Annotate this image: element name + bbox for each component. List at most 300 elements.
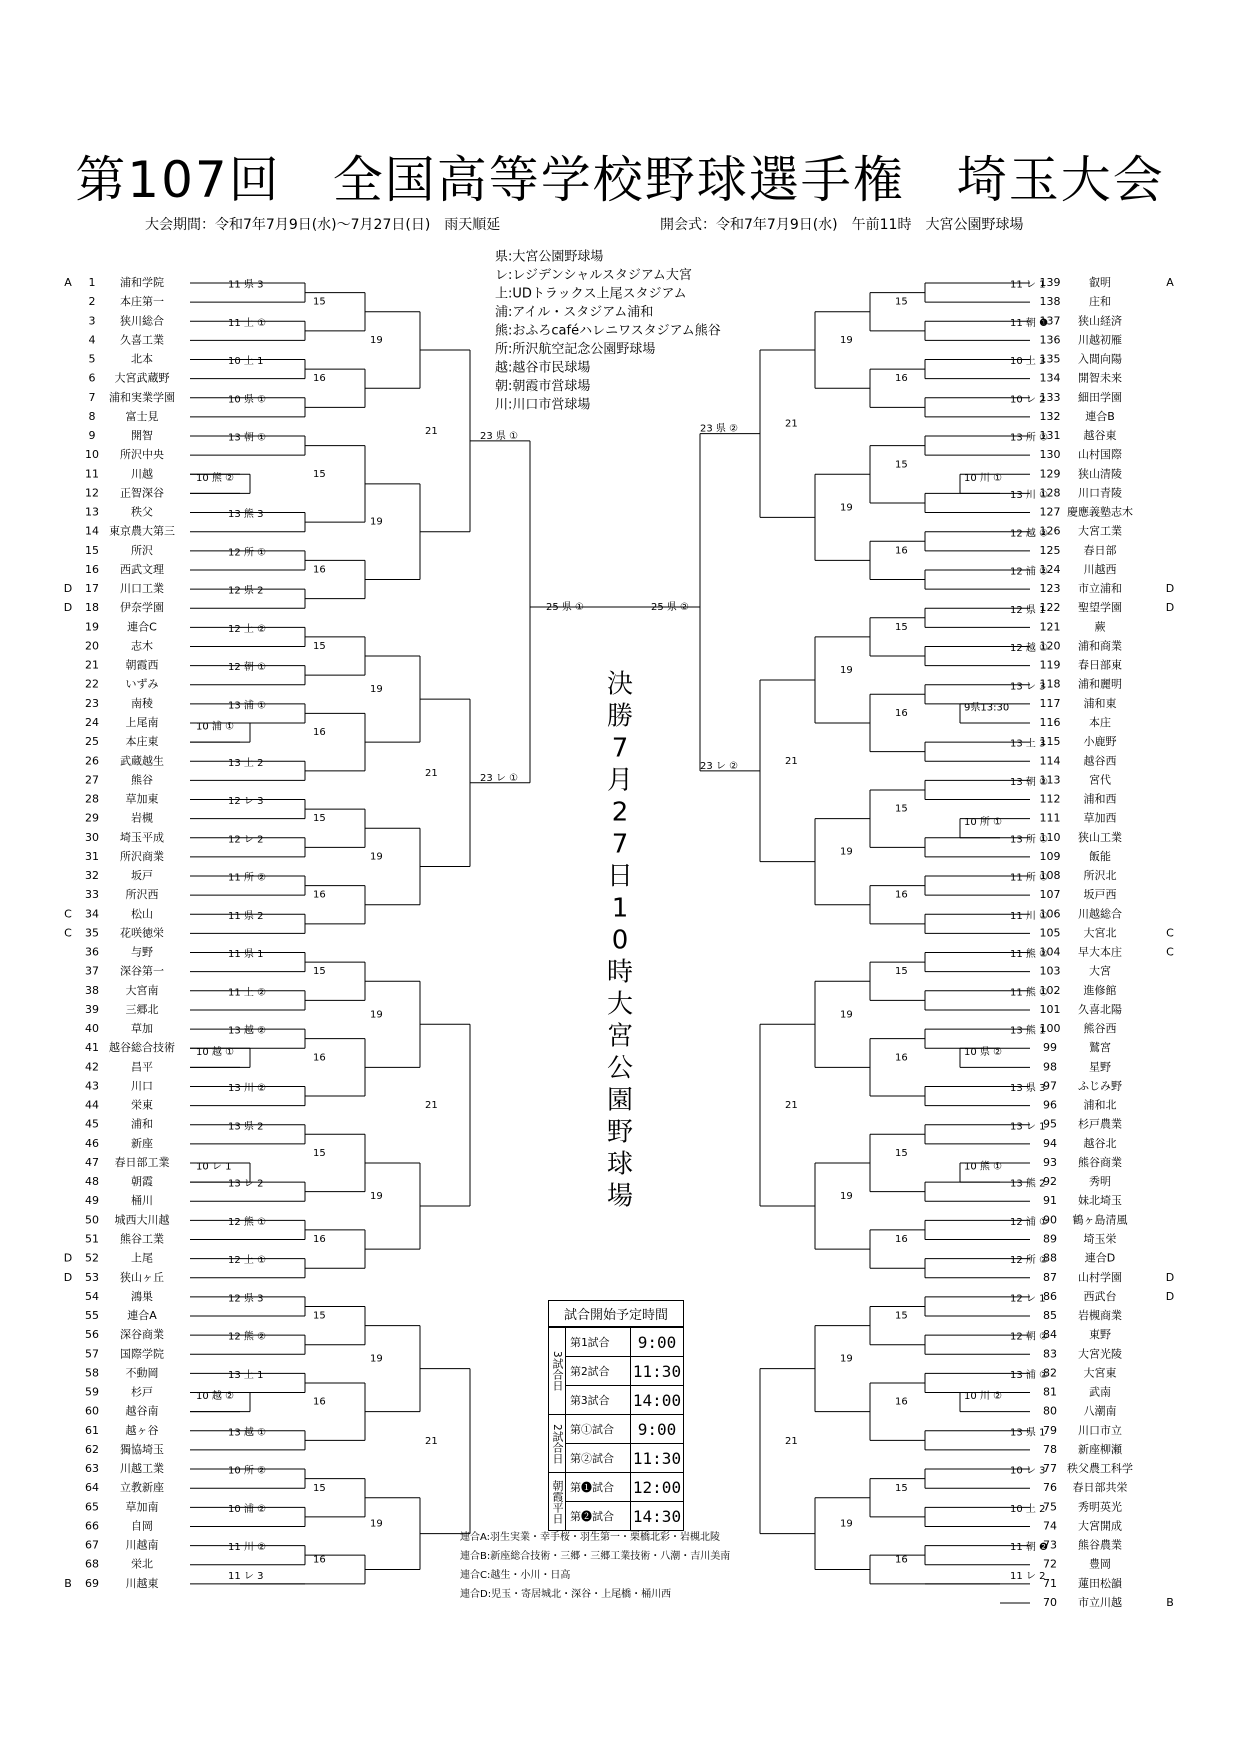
team-number: 46 xyxy=(85,1136,99,1150)
round-label: 16 xyxy=(313,564,326,576)
round-label: 19 xyxy=(840,846,853,858)
team-name: 深谷商業 xyxy=(120,1328,164,1342)
round-label: 16 xyxy=(313,1234,326,1246)
team-name: 浦和商業 xyxy=(1078,639,1122,653)
round-label: 15 xyxy=(895,966,908,978)
team-name: 熊谷農業 xyxy=(1078,1538,1122,1552)
team-number: 54 xyxy=(85,1289,99,1303)
team-number: 98 xyxy=(1043,1060,1057,1074)
team-number: 88 xyxy=(1043,1251,1057,1265)
team-number: 44 xyxy=(85,1098,99,1112)
team-name: 妹北埼玉 xyxy=(1078,1194,1122,1208)
final-caption-char: 日 xyxy=(606,861,634,892)
schedule-group xyxy=(549,1327,683,1414)
team-number: 124 xyxy=(1039,562,1061,576)
game-label: 13 朝 ② xyxy=(1010,776,1049,788)
team-name: 連合A xyxy=(127,1309,157,1323)
team-number: 91 xyxy=(1043,1194,1057,1208)
team-name: 越谷南 xyxy=(125,1404,159,1418)
game-label: 13 熊 2 xyxy=(1010,1178,1046,1190)
game-label: 13 上 3 xyxy=(1010,738,1046,750)
team-number: 48 xyxy=(85,1175,99,1189)
round-label: 19 xyxy=(840,1353,853,1365)
team-number: 50 xyxy=(85,1213,99,1227)
team-name: 大宮開成 xyxy=(1078,1519,1122,1533)
team-number: 134 xyxy=(1039,371,1061,385)
venue-legend-item: 上:UDトラックス上尾スタジアム xyxy=(495,286,687,302)
game-label: 12 朝 ② xyxy=(1010,1331,1049,1343)
final-caption-char: 場 xyxy=(606,1181,634,1212)
team-number: 29 xyxy=(85,811,99,825)
team-name: 所沢中央 xyxy=(120,448,164,462)
team-number: 40 xyxy=(85,1022,99,1036)
team-name: 草加南 xyxy=(125,1500,159,1514)
game-label: 12 朝 ① xyxy=(228,662,267,674)
team-number: 130 xyxy=(1039,448,1061,462)
tournament-period: 大会期間：令和7年7月9日(水)～7月27日(日) 雨天順延 xyxy=(145,217,501,233)
team-name: 鷲宮 xyxy=(1089,1041,1111,1055)
final-caption-char: 球 xyxy=(606,1149,634,1180)
team-number: 73 xyxy=(1043,1538,1057,1552)
round-label: 21 xyxy=(785,1436,798,1448)
team-name: 庄和 xyxy=(1089,295,1111,309)
team-name: 不動岡 xyxy=(125,1366,159,1380)
game-label: 13 上 2 xyxy=(228,757,264,769)
team-number: 113 xyxy=(1039,773,1061,787)
team-name: 大宮北 xyxy=(1083,926,1117,940)
team-number: 128 xyxy=(1039,486,1061,500)
team-name: 西武台 xyxy=(1083,1289,1117,1303)
team-number: 114 xyxy=(1039,754,1061,768)
team-name: 杉戸 xyxy=(131,1385,153,1399)
team-number: 9 xyxy=(88,429,96,443)
team-number: 108 xyxy=(1039,869,1061,883)
team-name: 杉戸農業 xyxy=(1078,1117,1122,1131)
game-label: 11 上 ② xyxy=(228,987,267,999)
final-caption-char: 0 xyxy=(611,925,629,956)
venue-legend-item: 県:大宮公園野球場 xyxy=(495,249,604,265)
team-name: 国際学院 xyxy=(120,1347,164,1361)
team-name: 桶川 xyxy=(131,1194,153,1208)
team-number: 75 xyxy=(1043,1500,1057,1514)
round-label: 21 xyxy=(425,1100,438,1112)
game-label: 12 県 3 xyxy=(228,1293,264,1305)
team-name: 越谷東 xyxy=(1083,429,1117,443)
team-name: 松山 xyxy=(131,907,153,921)
team-name: 栄北 xyxy=(131,1557,153,1571)
game-label: 10 所 ② xyxy=(228,1465,267,1477)
game-label: 13 所 ① xyxy=(1010,834,1049,846)
round-label: 16 xyxy=(313,1554,326,1566)
team-number: 102 xyxy=(1039,983,1061,997)
team-name: 富士見 xyxy=(125,409,159,423)
team-name: 武南 xyxy=(1089,1385,1111,1399)
team-name: 久喜北陽 xyxy=(1078,1002,1122,1016)
team-name: 浦和学院 xyxy=(120,276,164,289)
team-number: 57 xyxy=(85,1347,99,1361)
final-caption-char: 7 xyxy=(611,733,629,764)
final-caption-char: 宮 xyxy=(606,1021,634,1052)
team-name: 浦和東 xyxy=(1083,696,1117,710)
team-name: 城西大川越 xyxy=(114,1213,170,1227)
game-label: 12 越 ② xyxy=(1010,528,1049,540)
team-number: 106 xyxy=(1039,907,1061,921)
team-name: 連合C xyxy=(127,620,157,634)
game-label: 13 熊 1 xyxy=(1010,1025,1046,1037)
team-name: 飯能 xyxy=(1089,849,1111,863)
team-number: 71 xyxy=(1043,1576,1057,1590)
team-name: 星野 xyxy=(1089,1060,1111,1074)
team-number: 126 xyxy=(1039,524,1061,538)
game-label: 12 上 ② xyxy=(228,623,267,635)
game-label: 12 熊 ② xyxy=(228,1331,267,1343)
team-block-mark: D xyxy=(1165,1289,1175,1303)
team-name: 熊谷 xyxy=(131,773,153,787)
team-name: 大宮南 xyxy=(125,983,159,997)
final-caption-char: 野 xyxy=(606,1117,634,1148)
round-label: 21 xyxy=(785,1100,798,1112)
team-number: 135 xyxy=(1039,352,1061,366)
team-number: 78 xyxy=(1043,1442,1057,1456)
team-number: 25 xyxy=(85,735,99,749)
team-name: 自岡 xyxy=(131,1519,153,1533)
team-number: 52 xyxy=(85,1251,99,1265)
team-number: 7 xyxy=(88,390,96,404)
game-label: 13 上 1 xyxy=(228,1369,264,1381)
round-label: 15 xyxy=(895,621,908,633)
round-label: 15 xyxy=(313,1147,326,1159)
team-number: 60 xyxy=(85,1404,99,1418)
team-name: 浦和実業学園 xyxy=(109,390,175,404)
team-number: 68 xyxy=(85,1557,99,1571)
round-label: 16 xyxy=(895,1052,908,1064)
team-name: 狭山工業 xyxy=(1078,830,1122,844)
game-label: 9県13:30 xyxy=(964,702,1010,714)
team-number: 49 xyxy=(85,1194,99,1208)
round-label: 19 xyxy=(840,502,853,514)
team-name: 上尾 xyxy=(131,1251,153,1265)
team-name: 川越 xyxy=(131,467,153,481)
round-label: 19 xyxy=(840,1518,853,1530)
schedule-row xyxy=(566,1443,683,1472)
schedule-title: 試合開始予定時間 xyxy=(549,1301,683,1327)
round-label: 19 xyxy=(370,851,383,863)
game-label: 12 県 2 xyxy=(228,585,264,597)
team-name: 川口 xyxy=(131,1079,153,1093)
team-number: 42 xyxy=(85,1060,99,1074)
team-number: 79 xyxy=(1043,1423,1057,1437)
game-label: 11 川 ② xyxy=(228,1542,267,1554)
team-name: 東野 xyxy=(1089,1328,1111,1342)
round-label: 15 xyxy=(895,1482,908,1494)
game-label: 13 レ 2 xyxy=(228,1178,264,1190)
round-label: 15 xyxy=(895,296,908,308)
team-number: 15 xyxy=(85,543,99,557)
team-name: 豊岡 xyxy=(1089,1557,1111,1571)
team-number: 35 xyxy=(85,926,99,940)
team-number: 80 xyxy=(1043,1404,1057,1418)
round-label: 15 xyxy=(895,803,908,815)
team-name: 早大本庄 xyxy=(1078,945,1122,959)
round-label: 19 xyxy=(370,1191,383,1203)
game-label: 12 レ 1 xyxy=(1010,1293,1046,1305)
team-name: 越谷西 xyxy=(1083,754,1117,768)
schedule-time: 11:30 xyxy=(632,1448,682,1468)
team-name: 市立浦和 xyxy=(1078,582,1122,596)
team-number: 87 xyxy=(1043,1270,1057,1284)
team-name: 川越総合 xyxy=(1078,907,1122,921)
team-name: 深谷第一 xyxy=(120,964,164,978)
team-name: 朝霞西 xyxy=(125,658,159,672)
round-label: 19 xyxy=(370,684,383,696)
team-number: 32 xyxy=(85,869,99,883)
team-number: 20 xyxy=(85,639,99,653)
team-name: 慶應義塾志木 xyxy=(1067,505,1133,519)
team-name: 上尾南 xyxy=(125,715,159,729)
team-number: 89 xyxy=(1043,1232,1057,1246)
team-number: 67 xyxy=(85,1538,99,1552)
team-name: 川越工業 xyxy=(120,1462,164,1476)
team-number: 14 xyxy=(85,524,99,538)
schedule-group xyxy=(549,1472,683,1530)
team-name: 坂戸 xyxy=(131,869,153,883)
game-label: 12 所 ② xyxy=(1010,1255,1049,1267)
venue-legend-item: 川:川口市営球場 xyxy=(495,397,591,413)
game-label: 11 レ 3 xyxy=(228,1570,264,1582)
team-block-mark: D xyxy=(63,1251,73,1265)
game-label: 11 朝 ❷ xyxy=(1010,1542,1049,1554)
team-name: 小鹿野 xyxy=(1083,735,1117,749)
team-name: 熊谷西 xyxy=(1083,1022,1117,1036)
team-block-mark: C xyxy=(1166,926,1174,940)
round-label: 19 xyxy=(370,1353,383,1365)
team-number: 81 xyxy=(1043,1385,1057,1399)
round-label: 15 xyxy=(313,1482,326,1494)
team-number: 51 xyxy=(85,1232,99,1246)
schedule-game: 第②試合 xyxy=(566,1444,631,1472)
game-label: 10 レ 2 xyxy=(1010,394,1046,406)
team-number: 92 xyxy=(1043,1175,1057,1189)
team-number: 115 xyxy=(1039,735,1061,749)
game-label: 12 レ 3 xyxy=(228,796,264,808)
team-name: 山村国際 xyxy=(1078,448,1122,462)
team-block-mark: C xyxy=(64,907,72,921)
game-label: 12 浦 ① xyxy=(1010,1216,1049,1228)
team-number: 39 xyxy=(85,1002,99,1016)
team-name: 狭山経済 xyxy=(1078,314,1122,328)
schedule-group-label: 3試合日 xyxy=(549,1327,566,1414)
team-number: 99 xyxy=(1043,1041,1057,1055)
team-name: 大宮 xyxy=(1089,964,1111,978)
team-number: 37 xyxy=(85,964,99,978)
round-label: 21 xyxy=(425,767,438,779)
team-number: 131 xyxy=(1039,429,1061,443)
round-label: 19 xyxy=(370,1518,383,1530)
game-label: 11 県 3 xyxy=(228,279,264,291)
team-number: 84 xyxy=(1043,1328,1057,1342)
team-number: 120 xyxy=(1039,639,1061,653)
round-label: 16 xyxy=(313,1052,326,1064)
team-name: 所沢西 xyxy=(125,888,159,902)
team-name: ふじみ野 xyxy=(1078,1079,1122,1093)
team-number: 10 xyxy=(85,448,99,462)
game-label: 10 レ 1 xyxy=(196,1161,232,1173)
note-line: 連合A:羽生実業・幸手桜・羽生第一・栗橋北彩・岩槻北陵 xyxy=(460,1532,721,1543)
team-name: 朝霞 xyxy=(131,1175,153,1189)
team-name: 聖望学園 xyxy=(1078,601,1122,615)
team-name: 春日部 xyxy=(1083,543,1117,557)
team-number: 4 xyxy=(88,333,96,347)
opening-ceremony: 開会式：令和7年7月9日(水) 午前11時 大宮公園野球場 xyxy=(660,217,1024,233)
round-label: 15 xyxy=(313,813,326,825)
final-caption-char: 公 xyxy=(606,1053,634,1084)
game-label: 11 川 ① xyxy=(1010,910,1049,922)
team-number: 12 xyxy=(85,486,99,500)
game-label: 13 浦 ② xyxy=(1010,1369,1049,1381)
game-label: 12 上 ① xyxy=(228,1255,267,1267)
team-name: 昌平 xyxy=(131,1060,153,1074)
game-label: 10 上 3 xyxy=(1010,356,1046,368)
note-line: 連合D:児玉・寄居城北・深谷・上尾橋・桶川西 xyxy=(460,1589,672,1600)
team-name: 蓮田松韻 xyxy=(1078,1576,1122,1590)
round-label: 15 xyxy=(313,468,326,480)
team-number: 8 xyxy=(88,409,96,423)
team-name: 蕨 xyxy=(1094,620,1106,634)
final-caption-char: 2 xyxy=(611,797,629,828)
game-label: 11 熊 ① xyxy=(1010,987,1049,999)
game-label: 13 レ 3 xyxy=(1010,681,1046,693)
team-number: 2 xyxy=(88,295,96,309)
round-label: 19 xyxy=(840,334,853,346)
team-name: 浦和麗明 xyxy=(1078,677,1122,691)
team-name: 狭川総合 xyxy=(120,314,164,328)
team-name: 久喜工業 xyxy=(120,333,164,347)
schedule-row xyxy=(566,1385,683,1414)
team-name: 坂戸西 xyxy=(1083,888,1117,902)
team-name: 本庄東 xyxy=(125,735,159,749)
round-label: 19 xyxy=(370,1009,383,1021)
team-number: 34 xyxy=(85,907,99,921)
team-number: 72 xyxy=(1043,1557,1057,1571)
team-name: 獨協埼玉 xyxy=(120,1442,164,1456)
team-block-mark: D xyxy=(1165,1270,1175,1284)
game-label: 10 上 2 xyxy=(1010,1503,1046,1515)
team-number: 59 xyxy=(85,1385,99,1399)
team-number: 22 xyxy=(85,677,99,691)
team-name: 山村学園 xyxy=(1078,1270,1122,1284)
team-block-mark: D xyxy=(1165,601,1175,615)
semifinal-label: 23 県 ① xyxy=(480,430,519,442)
round-label: 21 xyxy=(425,425,438,437)
schedule-time: 14:00 xyxy=(632,1390,682,1410)
round-label: 15 xyxy=(895,1147,908,1159)
game-label: 11 県 2 xyxy=(228,910,264,922)
final-caption-char: 決 xyxy=(606,669,634,700)
schedule-table xyxy=(548,1300,684,1531)
team-number: 23 xyxy=(85,696,99,710)
team-number: 56 xyxy=(85,1328,99,1342)
team-number: 63 xyxy=(85,1462,99,1476)
team-number: 33 xyxy=(85,888,99,902)
game-label: 13 川 ① xyxy=(1010,489,1049,501)
team-number: 27 xyxy=(85,773,99,787)
team-number: 76 xyxy=(1043,1481,1057,1495)
round-label: 16 xyxy=(895,545,908,557)
venue-legend-item: 朝:朝霞市営球場 xyxy=(495,379,591,394)
team-name: 越谷総合技術 xyxy=(109,1041,175,1055)
team-name: 埼玉平成 xyxy=(120,830,164,844)
venue-legend-item: 所:所沢航空記念公園野球場 xyxy=(495,342,656,357)
team-name: 志木 xyxy=(131,639,153,653)
final-caption-char: 園 xyxy=(606,1085,634,1116)
game-label: 11 朝 ❶ xyxy=(1010,317,1049,329)
semifinal-label: 23 レ ① xyxy=(480,772,519,784)
team-number: 62 xyxy=(85,1442,99,1456)
team-number: 133 xyxy=(1039,390,1061,404)
team-number: 64 xyxy=(85,1481,99,1495)
game-label: 10 熊 ① xyxy=(964,1161,1003,1173)
venue-legend-item: レ:レジデンシャルスタジアム大宮 xyxy=(495,268,692,283)
team-name: 細田学園 xyxy=(1078,390,1122,404)
team-name: 越谷北 xyxy=(1083,1136,1117,1150)
schedule-game: 第❶試合 xyxy=(566,1473,631,1501)
team-number: 86 xyxy=(1043,1289,1057,1303)
team-name: 川越東 xyxy=(125,1576,159,1590)
team-number: 45 xyxy=(85,1117,99,1131)
team-name: 進修館 xyxy=(1083,983,1117,997)
final-caption-char: 勝 xyxy=(606,701,634,732)
schedule-game: 第2試合 xyxy=(566,1357,631,1385)
team-name: 熊谷商業 xyxy=(1078,1155,1122,1169)
schedule-game: 第❷試合 xyxy=(566,1502,631,1530)
game-label: 13 レ 1 xyxy=(1010,1121,1046,1133)
team-name: 川口市立 xyxy=(1078,1423,1122,1437)
team-name: 本庄第一 xyxy=(120,295,164,309)
game-label: 13 県 3 xyxy=(1010,1083,1046,1095)
team-number: 82 xyxy=(1043,1366,1057,1380)
team-name: 連合D xyxy=(1084,1251,1116,1265)
schedule-row xyxy=(566,1472,683,1501)
team-number: 66 xyxy=(85,1519,99,1533)
team-name: 所沢北 xyxy=(1083,869,1117,883)
team-number: 118 xyxy=(1039,677,1061,691)
team-number: 38 xyxy=(85,983,99,997)
team-name: 市立川越 xyxy=(1078,1595,1122,1609)
final-label: 25 県 ① xyxy=(545,602,585,614)
game-label: 10 浦 ① xyxy=(196,721,235,733)
team-name: 川越南 xyxy=(125,1538,159,1552)
semifinal-label: 23 県 ② xyxy=(700,423,739,435)
note-line: 連合B:新座総合技術・三郷・三郷工業技術・八潮・吉川美南 xyxy=(460,1551,731,1562)
team-name: 大宮光陵 xyxy=(1078,1347,1122,1361)
team-number: 69 xyxy=(85,1576,99,1590)
team-name: 北本 xyxy=(131,352,153,366)
round-label: 16 xyxy=(895,373,908,385)
team-name: 岩槻 xyxy=(131,811,153,825)
final-caption-char: 時 xyxy=(606,957,634,988)
game-label: 12 レ 2 xyxy=(228,834,264,846)
game-label: 10 川 ① xyxy=(964,472,1003,484)
team-number: 18 xyxy=(85,601,99,615)
round-label: 16 xyxy=(313,889,326,901)
team-number: 13 xyxy=(85,505,99,519)
team-name: 大宮武蔵野 xyxy=(114,371,170,385)
team-name: 秩父農工科学 xyxy=(1067,1462,1133,1476)
game-label: 11 所 ① xyxy=(1010,872,1049,884)
schedule-row xyxy=(566,1356,683,1385)
team-block-mark: B xyxy=(64,1576,72,1590)
round-label: 15 xyxy=(313,966,326,978)
